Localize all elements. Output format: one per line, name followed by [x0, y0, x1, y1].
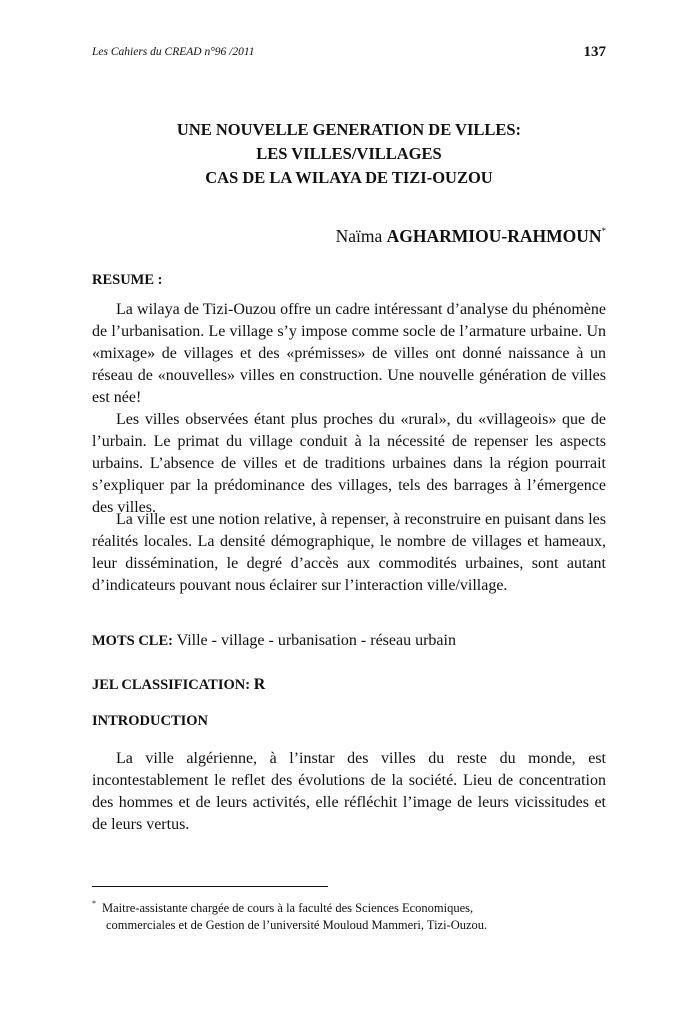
jel-classification [92, 676, 265, 694]
author-name [336, 226, 606, 247]
introduction-heading: INTRODUCTION [92, 713, 209, 729]
author-footnote-mark: * [601, 226, 606, 236]
author-first-name: Naïma [335, 226, 383, 246]
jel-label: JEL CLASSIFICATION: [92, 677, 251, 693]
resume-paragraph-2: Les villes observées étant plus proches du «rural», du «villageois» que de l’urbain. Le primat du village conduit à la nécessité de repenser les aspects urbains. L’absence de villes et de traditions urbaines dans la région pourrait s’expliquer par la prédominance des villages, tels des barrages à l’émergence des villes. [92, 411, 606, 516]
introduction-paragraph: La ville algérienne, à l’instar des villes du reste du monde, est incontestablement le reflet des évolutions de la société. Lieu de concentration des hommes et de leurs activités, elle réfléchit l’image de leurs vicissitudes et de leurs vertus. [92, 750, 606, 833]
author-last-name: AGHARMIOU-RAHMOUN [386, 226, 602, 246]
keywords [92, 632, 456, 650]
footnote-mark: * [92, 899, 96, 908]
title-line-3: CAS DE LA WILAYA DE TIZI-OUZOU [205, 168, 493, 187]
keywords-label: MOTS CLE: [92, 633, 173, 649]
resume-heading: RESUME : [92, 272, 163, 288]
resume-paragraph-1: La wilaya de Tizi-Ouzou offre un cadre intéressant d’analyse du phénomène de l’urbanisation. Le village s’y impose comme socle de l’armature urbaine. Un «mixage» de villages et des «prémisses» de villes ont donné naissance à un réseau de «nouvelles» villes en construction. Une nouvelle génération de villes est née! [92, 301, 606, 406]
footnote-divider [92, 886, 328, 887]
page-number: 137 [583, 44, 606, 60]
title-line-1: UNE NOUVELLE GENERATION DE VILLES: [176, 120, 522, 139]
running-head: Les Cahiers du CREAD n°96 /2011 [92, 46, 255, 58]
title-line-2: LES VILLES/VILLAGES [256, 144, 442, 163]
footnote-line-1: Maitre-assistante chargée de cours à la faculté des Sciences Economiques, [102, 901, 474, 915]
resume-paragraph-3: La ville est une notion relative, à repenser, à reconstruire en puisant dans les réalités locales. La densité démographique, le nombre de villages et hameaux, leur dissémination, le degré d’accès aux commodités urbaines, sont autant d’indicateurs pouvant nous éclairer sur l’interaction ville/village. [92, 511, 606, 594]
footnote [92, 895, 606, 934]
footnote-line-2: commerciales et de Gestion de l’université Mouloud Mammeri, Tizi-Ouzou. [106, 918, 488, 932]
keywords-value: Ville - village - urbanisation - réseau urbain [176, 632, 456, 649]
jel-value: R [253, 676, 266, 693]
